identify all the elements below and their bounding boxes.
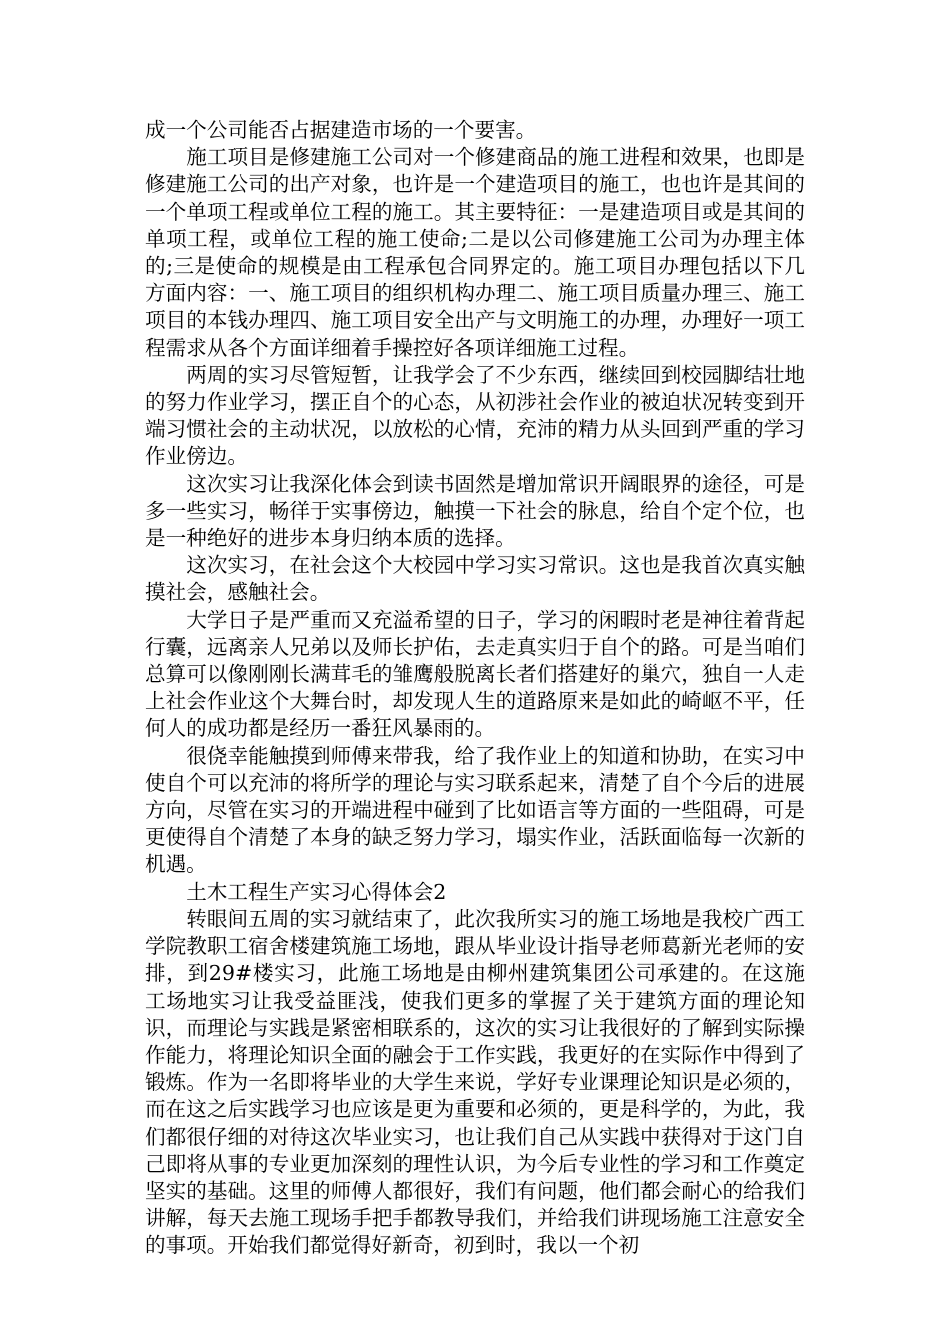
paragraph-3: 两周的实习尽管短暂，让我学会了不少东西，继续回到校园脚结壮地的努力作业学习，摆正自个的心态，从初涉社会作业的被迫状况转变到开端习惯社会的主动状况，以放松的心情，充沛的精力从头回到严重的学习作业傍边。 bbox=[145, 362, 805, 469]
paragraph-9: 转眼间五周的实习就结束了，此次我所实习的施工场地是我校广西工学院教职工宿舍楼建筑施工场地，跟从毕业设计指导老师葛新光老师的安排，到29#楼实习，此施工场地是由柳州建筑集团公司承建的。在这施工场地实习让我受益匪浅，使我们更多的掌握了关于建筑方面的理论知识，而理论与实践是紧密相联系的，这次的实习让我很好的了解到实际操作能力，将理论知识全面的融会于工作实践，我更好的在实际作中得到了锻炼。作为一名即将毕业的大学生来说，学好专业课理论知识是必须的，而在这之后实践学习也应该是更为重要和必须的，更是科学的，为此，我们都很仔细的对待这次毕业实习，也让我们自己从实践中获得对于这门自己即将从事的专业更加深刻的理性认识，为今后专业性的学习和工作奠定坚实的基础。这里的师傅人都很好，我们有问题，他们都会耐心的给我们讲解，每天去施工现场手把手都教导我们，并给我们讲现场施工注意安全的事项。开始我们都觉得好新奇，初到时，我以一个初 bbox=[145, 906, 805, 1258]
document-body bbox=[145, 117, 805, 1260]
paragraph-5: 这次实习，在社会这个大校园中学习实习常识。这也是我首次真实触摸社会，感触社会。 bbox=[145, 553, 805, 605]
paragraph-1: 成一个公司能否占据建造市场的一个要害。 bbox=[145, 118, 537, 142]
paragraph-6: 大学日子是严重而又充溢希望的日子，学习的闲暇时老是神往着背起行囊，远离亲人兄弟以及师长护佑，去走真实归于自个的路。可是当咱们总算可以像刚刚长满茸毛的雏鹰般脱离长者们搭建好的巢穴，独自一人走上社会作业这个大舞台时，却发现人生的道路原来是如此的崎岖不平，任何人的成功都是经历一番狂风暴雨的。 bbox=[145, 607, 805, 741]
paragraph-7: 很侥幸能触摸到师傅来带我，给了我作业上的知道和协助，在实习中使自个可以充沛的将所学的理论与实习联系起来，清楚了自个今后的进展方向，尽管在实习的开端进程中碰到了比如语言等方面的一些阻碍，可是更使得自个清楚了本身的缺乏努力学习，塌实作业，活跃面临每一次新的机遇。 bbox=[145, 743, 805, 877]
paragraph-4: 这次实习让我深化体会到读书固然是增加常识开阔眼界的途径，可是多一些实习，畅徉于实事傍边，触摸一下社会的脉息，给自个定个位，也是一种绝好的进步本身归纳本质的选择。 bbox=[145, 471, 805, 551]
section-heading: 土木工程生产实习心得体会2 bbox=[186, 879, 447, 904]
paragraph-2: 施工项目是修建施工公司对一个修建商品的施工进程和效果，也即是修建施工公司的出产对象，也许是一个建造项目的施工，也也许是其间的一个单项工程或单位工程的施工。其主要特征：一是建造项目或是其间的单项工程，或单位工程的施工使命;二是以公司修建施工公司为办理主体的;三是使命的规模是由工程承包合同界定的。施工项目办理包括以下几方面内容：一、施工项目的组织机构办理二、施工项目质量办理三、施工项目的本钱办理四、施工项目安全出产与文明施工的办理，办理好一项工程需求从各个方面详细着手操控好各项详细施工过程。 bbox=[145, 145, 805, 360]
